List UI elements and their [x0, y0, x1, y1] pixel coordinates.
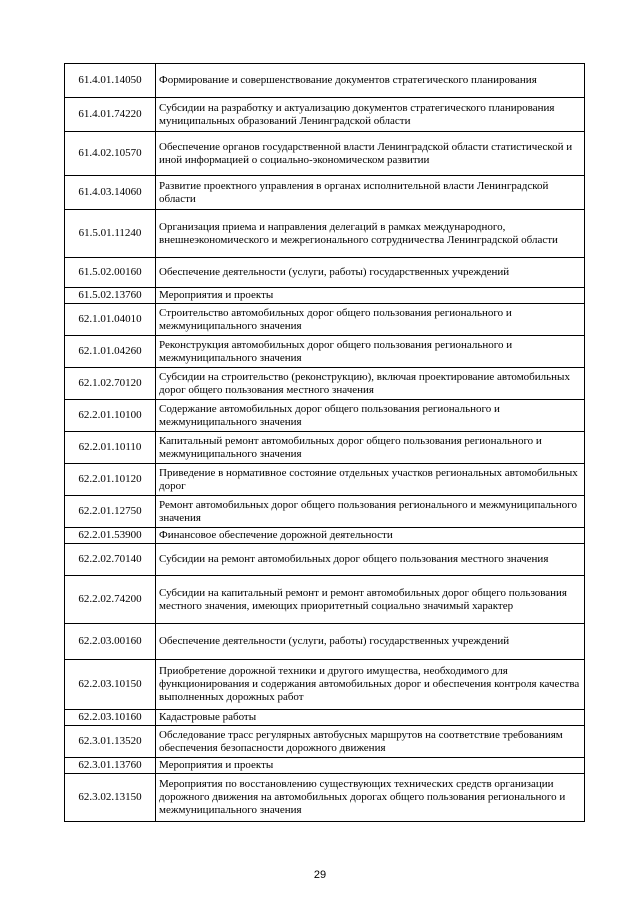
- row-code: 62.2.01.10110: [65, 432, 156, 464]
- table-row: [65, 64, 585, 98]
- table-row: [65, 496, 585, 528]
- page-number: 29: [313, 869, 327, 881]
- row-code: 62.2.01.10100: [65, 400, 156, 432]
- table-row: [65, 464, 585, 496]
- table-row: [65, 98, 585, 132]
- table-row: [65, 368, 585, 400]
- table-row: [65, 132, 585, 176]
- row-description: Субсидии на строительство (реконструкцию), включая проектирование автомобильных дорог общего пользования местного значения: [156, 368, 585, 400]
- row-code: 62.2.01.53900: [65, 528, 156, 544]
- table-row: [65, 528, 585, 544]
- table-row: [65, 176, 585, 210]
- table-row: [65, 210, 585, 258]
- row-code: 61.5.01.11240: [65, 210, 156, 258]
- row-code: 62.2.02.70140: [65, 544, 156, 576]
- table-row: [65, 774, 585, 822]
- row-description: Субсидии на капитальный ремонт и ремонт автомобильных дорог общего пользования местного значения, имеющих приоритетный социально значимый характер: [156, 576, 585, 624]
- row-code: 62.2.03.10160: [65, 710, 156, 726]
- row-code: 62.1.01.04260: [65, 336, 156, 368]
- row-description: Кадастровые работы: [156, 710, 585, 726]
- row-description: Приведение в нормативное состояние отдельных участков региональных автомобильных дорог: [156, 464, 585, 496]
- table-row: [65, 288, 585, 304]
- row-description: Обеспечение органов государственной власти Ленинградской области статистической и иной информацией о социально-экономическом развитии: [156, 132, 585, 176]
- row-description: Субсидии на разработку и актуализацию документов стратегического планирования муниципальных образований Ленинградской области: [156, 98, 585, 132]
- table-row: [65, 258, 585, 288]
- row-description: Обеспечение деятельности (услуги, работы) государственных учреждений: [156, 258, 585, 288]
- row-code: 62.2.01.12750: [65, 496, 156, 528]
- row-description: Капитальный ремонт автомобильных дорог общего пользования регионального и межмуниципального значения: [156, 432, 585, 464]
- row-description: Ремонт автомобильных дорог общего пользования регионального и межмуниципального значения: [156, 496, 585, 528]
- row-code: 62.2.01.10120: [65, 464, 156, 496]
- table-body: [65, 64, 585, 822]
- table-row: [65, 544, 585, 576]
- row-code: 61.5.02.13760: [65, 288, 156, 304]
- row-code: 61.5.02.00160: [65, 258, 156, 288]
- row-description: Финансовое обеспечение дорожной деятельности: [156, 528, 585, 544]
- row-description: Мероприятия по восстановлению существующих технических средств организации дорожного движения на автомобильных дорогах общего пользования регионального и межмуниципального значения: [156, 774, 585, 822]
- table-row: [65, 432, 585, 464]
- row-code: 61.4.03.14060: [65, 176, 156, 210]
- row-description: Мероприятия и проекты: [156, 288, 585, 304]
- row-description: Организация приема и направления делегаций в рамках международного, внешнеэкономического и межрегионального сотрудничества Ленинградской области: [156, 210, 585, 258]
- row-code: 61.4.02.10570: [65, 132, 156, 176]
- row-code: 62.2.03.10150: [65, 660, 156, 710]
- row-description: Содержание автомобильных дорог общего пользования регионального и межмуниципального значения: [156, 400, 585, 432]
- row-description: Субсидии на ремонт автомобильных дорог общего пользования местного значения: [156, 544, 585, 576]
- row-code: 62.3.01.13760: [65, 758, 156, 774]
- row-description: Строительство автомобильных дорог общего пользования регионального и межмуниципального значения: [156, 304, 585, 336]
- row-description: Развитие проектного управления в органах исполнительной власти Ленинградской области: [156, 176, 585, 210]
- row-code: 62.1.01.04010: [65, 304, 156, 336]
- table-row: [65, 758, 585, 774]
- table-row: [65, 336, 585, 368]
- row-code: 61.4.01.14050: [65, 64, 156, 98]
- row-description: Формирование и совершенствование документов стратегического планирования: [156, 64, 585, 98]
- row-description: Реконструкция автомобильных дорог общего пользования регионального и межмуниципального значения: [156, 336, 585, 368]
- row-description: Мероприятия и проекты: [156, 758, 585, 774]
- row-code: 62.2.02.74200: [65, 576, 156, 624]
- row-code: 62.3.02.13150: [65, 774, 156, 822]
- table-row: [65, 576, 585, 624]
- row-code: 62.3.01.13520: [65, 726, 156, 758]
- table-row: [65, 710, 585, 726]
- table-row: [65, 304, 585, 336]
- row-description: Обеспечение деятельности (услуги, работы) государственных учреждений: [156, 624, 585, 660]
- row-code: 62.1.02.70120: [65, 368, 156, 400]
- row-description: Обследование трасс регулярных автобусных маршрутов на соответствие требованиям обеспечения безопасности дорожного движения: [156, 726, 585, 758]
- row-code: 62.2.03.00160: [65, 624, 156, 660]
- table-row: [65, 660, 585, 710]
- table-row: [65, 624, 585, 660]
- table-row: [65, 726, 585, 758]
- table-row: [65, 400, 585, 432]
- row-code: 61.4.01.74220: [65, 98, 156, 132]
- budget-codes-table: [64, 63, 585, 822]
- row-description: Приобретение дорожной техники и другого имущества, необходимого для функционирования и содержания автомобильных дорог и обеспечения контроля качества выполненных дорожных работ: [156, 660, 585, 710]
